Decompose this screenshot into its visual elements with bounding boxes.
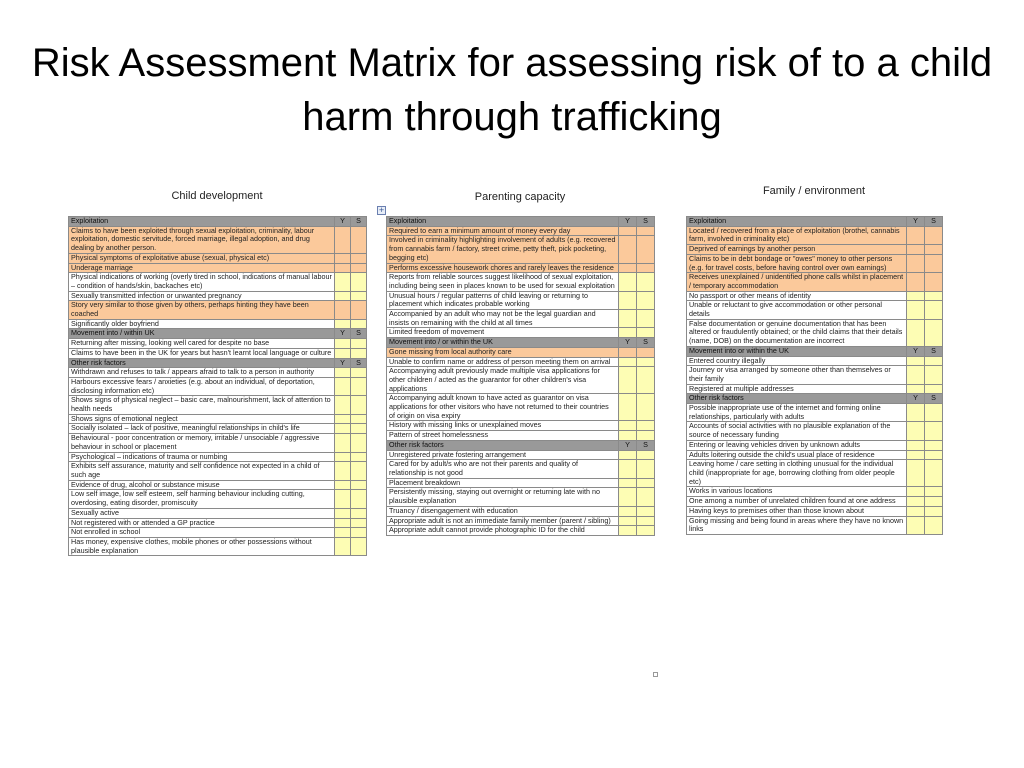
risk-factor-row: [687, 516, 943, 534]
s-cell[interactable]: [637, 347, 655, 357]
s-cell[interactable]: [925, 422, 943, 440]
risk-factor-label: Having keys to premises other than those known about: [687, 506, 907, 516]
risk-factor-row: [387, 450, 655, 460]
risk-factor-row: [69, 368, 367, 378]
section-header-row: [387, 440, 655, 450]
yes-cell[interactable]: [619, 450, 637, 460]
risk-factor-row: [387, 226, 655, 236]
s-column-header: S: [351, 329, 367, 339]
section-header-row: [69, 217, 367, 227]
yes-cell[interactable]: [907, 422, 925, 440]
panel-heading: Child development: [171, 190, 263, 202]
yes-cell[interactable]: [907, 245, 925, 255]
risk-factor-row: [687, 422, 943, 440]
risk-factor-row: [69, 434, 367, 452]
risk-factor-row: [69, 396, 367, 414]
risk-factor-label: Works in various locations: [687, 487, 907, 497]
s-cell[interactable]: [351, 424, 367, 434]
s-column-header: S: [351, 217, 367, 227]
s-cell[interactable]: [351, 377, 367, 395]
s-cell[interactable]: [351, 490, 367, 508]
yes-cell[interactable]: [335, 518, 351, 528]
risk-factor-row: [387, 263, 655, 273]
risk-factor-row: [387, 347, 655, 357]
yes-cell[interactable]: [619, 328, 637, 338]
s-cell[interactable]: [925, 245, 943, 255]
risk-factor-label: Unable to confirm name or address of person meeting them on arrival: [387, 357, 619, 367]
risk-factor-row: [387, 328, 655, 338]
s-cell[interactable]: [351, 301, 367, 319]
yes-cell[interactable]: [619, 421, 637, 431]
s-cell[interactable]: [925, 460, 943, 487]
move-handle-icon[interactable]: +: [378, 206, 385, 214]
yes-cell[interactable]: [619, 506, 637, 516]
yes-cell[interactable]: [335, 490, 351, 508]
risk-factor-label: Truancy / disengagement with education: [387, 506, 619, 516]
risk-factor-label: Not enrolled in school: [69, 528, 335, 538]
s-column-header: S: [351, 358, 367, 368]
risk-factor-label: Harbours excessive fears / anxieties (e.g. about an individual, of deportation, disclosing information etc): [69, 377, 335, 395]
s-cell[interactable]: [351, 291, 367, 301]
child-development-panel: [68, 188, 367, 556]
yes-cell[interactable]: [619, 488, 637, 506]
section-header-row: [687, 394, 943, 404]
section-label: Other risk factors: [387, 440, 619, 450]
yes-cell[interactable]: [907, 319, 925, 346]
s-cell[interactable]: [351, 462, 367, 480]
risk-factor-label: Unusual hours / regular patterns of child leaving or returning to placement which indicates probable working: [387, 291, 619, 309]
section-header-row: [387, 338, 655, 348]
risk-factor-row: [687, 497, 943, 507]
risk-factor-label: False documentation or genuine documentation that has been altered or fraudulently obtained; or the child claims that their details (name, DOB) on the documentation are incorrect: [687, 319, 907, 346]
risk-factor-row: [69, 301, 367, 319]
risk-factor-row: [69, 377, 367, 395]
risk-factor-label: History with missing links or unexplained moves: [387, 421, 619, 431]
risk-factor-label: Claims to have been exploited through sexual exploitation, criminality, labour exploitation, domestic servitude, forced marriage, illegal adoption, and drug dealing by another person.: [69, 226, 335, 253]
risk-factor-row: [69, 414, 367, 424]
risk-factor-row: [387, 506, 655, 516]
risk-factor-label: Deprived of earnings by another person: [687, 245, 907, 255]
risk-factor-row: [387, 310, 655, 328]
yes-cell[interactable]: [619, 226, 637, 236]
risk-factor-row: [687, 440, 943, 450]
yes-cell[interactable]: [335, 273, 351, 291]
s-column-header: S: [925, 217, 943, 227]
s-cell[interactable]: [637, 273, 655, 291]
yes-cell[interactable]: [907, 254, 925, 272]
s-cell[interactable]: [351, 518, 367, 528]
s-cell[interactable]: [637, 450, 655, 460]
s-cell[interactable]: [925, 366, 943, 384]
risk-factor-label: Placement breakdown: [387, 478, 619, 488]
yes-column-header: Y: [335, 217, 351, 227]
yes-cell[interactable]: [907, 450, 925, 460]
yes-cell[interactable]: [907, 384, 925, 394]
s-column-header: S: [925, 394, 943, 404]
risk-factor-label: Physical symptoms of exploitative abuse (sexual, physical etc): [69, 253, 335, 263]
s-cell[interactable]: [925, 404, 943, 422]
s-cell[interactable]: [925, 301, 943, 319]
risk-factor-label: Pattern of street homelessness: [387, 431, 619, 441]
s-cell[interactable]: [925, 506, 943, 516]
risk-factor-row: [69, 462, 367, 480]
risk-factor-row: [687, 487, 943, 497]
risk-factor-row: [387, 394, 655, 421]
yes-cell[interactable]: [907, 506, 925, 516]
yes-column-header: Y: [335, 358, 351, 368]
risk-factor-row: [687, 245, 943, 255]
s-cell[interactable]: [925, 487, 943, 497]
risk-matrix-table: [68, 216, 367, 556]
risk-factor-row: [69, 226, 367, 253]
s-cell[interactable]: [925, 273, 943, 291]
yes-cell[interactable]: [619, 367, 637, 394]
parenting-capacity-panel: [386, 189, 655, 536]
risk-factor-label: Cared for by adult/s who are not their parents and quality of relationship is not good: [387, 460, 619, 478]
yes-cell[interactable]: [335, 528, 351, 538]
yes-cell[interactable]: [619, 347, 637, 357]
risk-factor-label: Accompanying adult known to have acted as guarantor on visa applications for other visitors who have not returned to their countries of origin on visa expiry: [387, 394, 619, 421]
risk-factor-row: [387, 478, 655, 488]
risk-factor-row: [687, 319, 943, 346]
s-cell[interactable]: [637, 460, 655, 478]
risk-factor-row: [387, 526, 655, 536]
risk-factor-label: Journey or visa arranged by someone other than themselves or their family: [687, 366, 907, 384]
s-cell[interactable]: [637, 367, 655, 394]
s-cell[interactable]: [637, 226, 655, 236]
risk-factor-label: Persistently missing, staying out overnight or returning late with no plausible explanation: [387, 488, 619, 506]
risk-factor-row: [387, 516, 655, 526]
risk-factor-label: Unable or reluctant to give accommodation or other personal details: [687, 301, 907, 319]
risk-factor-label: Gone missing from local authority care: [387, 347, 619, 357]
s-cell[interactable]: [351, 480, 367, 490]
risk-factor-row: [387, 488, 655, 506]
risk-factor-row: [687, 460, 943, 487]
risk-factor-label: Socially isolated – lack of positive, meaningful relationships in child's life: [69, 424, 335, 434]
yes-cell[interactable]: [619, 291, 637, 309]
risk-factor-row: [387, 273, 655, 291]
s-cell[interactable]: [637, 526, 655, 536]
s-cell[interactable]: [925, 356, 943, 366]
s-cell[interactable]: [351, 537, 367, 555]
risk-factor-label: Appropriate adult cannot provide photographic ID for the child: [387, 526, 619, 536]
risk-factor-label: Has money, expensive clothes, mobile phones or other possessions without plausible explanation: [69, 537, 335, 555]
risk-factor-row: [69, 263, 367, 273]
yes-cell[interactable]: [907, 366, 925, 384]
risk-factor-row: [69, 537, 367, 555]
risk-factor-row: [687, 366, 943, 384]
yes-cell[interactable]: [335, 424, 351, 434]
risk-factor-label: Claims to have been in the UK for years but hasn't learnt local language or culture: [69, 348, 335, 358]
s-cell[interactable]: [351, 339, 367, 349]
s-cell[interactable]: [925, 440, 943, 450]
risk-factor-label: Entering or leaving vehicles driven by unknown adults: [687, 440, 907, 450]
yes-cell[interactable]: [619, 516, 637, 526]
yes-cell[interactable]: [335, 339, 351, 349]
s-column-header: S: [925, 346, 943, 356]
risk-factor-row: [69, 319, 367, 329]
section-label: Movement into or within the UK: [687, 346, 907, 356]
s-cell[interactable]: [637, 516, 655, 526]
s-cell[interactable]: [925, 291, 943, 301]
s-cell[interactable]: [637, 310, 655, 328]
risk-factor-label: Limited freedom of movement: [387, 328, 619, 338]
risk-factor-label: Accompanied by an adult who may not be the legal guardian and insists on remaining with the child at all times: [387, 310, 619, 328]
risk-matrix-table: [386, 216, 655, 536]
risk-factor-label: Leaving home / care setting in clothing unusual for the individual child (inappropriate for age, borrowing clothing from older people etc): [687, 460, 907, 487]
s-cell[interactable]: [351, 414, 367, 424]
yes-cell[interactable]: [335, 434, 351, 452]
yes-cell[interactable]: [619, 236, 637, 263]
s-cell[interactable]: [351, 253, 367, 263]
yes-cell[interactable]: [907, 404, 925, 422]
yes-cell[interactable]: [335, 508, 351, 518]
section-label: Movement into / or within the UK: [387, 338, 619, 348]
risk-factor-label: Shows signs of emotional neglect: [69, 414, 335, 424]
s-cell[interactable]: [637, 357, 655, 367]
slide-title: Risk Assessment Matrix for assessing risk of to a child harm through trafficking: [31, 41, 993, 139]
risk-factor-row: [387, 421, 655, 431]
s-cell[interactable]: [637, 291, 655, 309]
yes-cell[interactable]: [335, 452, 351, 462]
risk-factor-row: [69, 273, 367, 291]
yes-cell[interactable]: [907, 440, 925, 450]
risk-factor-label: Going missing and being found in areas where they have no known links: [687, 516, 907, 534]
risk-factor-row: [387, 291, 655, 309]
s-cell[interactable]: [637, 328, 655, 338]
risk-factor-row: [69, 339, 367, 349]
section-label: Exploitation: [387, 217, 619, 227]
yes-cell[interactable]: [619, 357, 637, 367]
risk-factor-row: [687, 404, 943, 422]
yes-cell[interactable]: [907, 516, 925, 534]
risk-factor-row: [387, 460, 655, 478]
yes-cell[interactable]: [619, 273, 637, 291]
yes-cell[interactable]: [619, 431, 637, 441]
section-header-row: [69, 329, 367, 339]
risk-factor-label: Underage marriage: [69, 263, 335, 273]
s-cell[interactable]: [351, 348, 367, 358]
yes-cell[interactable]: [335, 301, 351, 319]
risk-factor-label: Sexually transmitted infection or unwanted pregnancy: [69, 291, 335, 301]
risk-factor-label: Exhibits self assurance, maturity and self confidence not expected in a child of such age: [69, 462, 335, 480]
yes-cell[interactable]: [335, 226, 351, 253]
risk-factor-label: Returning after missing, looking well cared for despite no base: [69, 339, 335, 349]
yes-cell[interactable]: [907, 301, 925, 319]
risk-factor-row: [387, 367, 655, 394]
risk-factor-label: Low self image, low self esteem, self harming behaviour including cutting, overdosing, eating disorder, promiscuity: [69, 490, 335, 508]
yes-column-header: Y: [619, 217, 637, 227]
yes-cell[interactable]: [335, 368, 351, 378]
s-cell[interactable]: [637, 506, 655, 516]
s-cell[interactable]: [637, 478, 655, 488]
s-cell[interactable]: [925, 384, 943, 394]
s-cell[interactable]: [351, 452, 367, 462]
risk-factor-label: Physical indications of working (overly tired in school, indications of manual labour – condition of hands/skin, backaches etc): [69, 273, 335, 291]
yes-cell[interactable]: [619, 263, 637, 273]
section-label: Exploitation: [687, 217, 907, 227]
risk-factor-label: Accompanying adult previously made multiple visa applications for other children / acted as the guarantor for other children's visa applications: [387, 367, 619, 394]
risk-factor-label: Claims to be in debt bondage or "owes" money to other persons (e.g. for travel costs, before having control over own earnings): [687, 254, 907, 272]
s-cell[interactable]: [637, 263, 655, 273]
s-cell[interactable]: [351, 226, 367, 253]
yes-cell[interactable]: [335, 462, 351, 480]
section-header-row: [687, 217, 943, 227]
s-cell[interactable]: [925, 450, 943, 460]
section-label: Other risk factors: [687, 394, 907, 404]
risk-factor-label: Not registered with or attended a GP practice: [69, 518, 335, 528]
section-label: Other risk factors: [69, 358, 335, 368]
yes-column-header: Y: [619, 440, 637, 450]
yes-cell[interactable]: [335, 537, 351, 555]
s-cell[interactable]: [637, 431, 655, 441]
yes-cell[interactable]: [907, 273, 925, 291]
risk-matrix-table: [686, 216, 943, 535]
risk-factor-row: [687, 450, 943, 460]
s-cell[interactable]: [925, 516, 943, 534]
yes-cell[interactable]: [335, 480, 351, 490]
risk-factor-row: [69, 291, 367, 301]
risk-factor-label: Entered country illegally: [687, 356, 907, 366]
risk-factor-label: Appropriate adult is not an immediate family member (parent / sibling): [387, 516, 619, 526]
risk-factor-row: [69, 348, 367, 358]
yes-cell[interactable]: [335, 377, 351, 395]
yes-cell[interactable]: [619, 460, 637, 478]
risk-factor-label: Located / recovered from a place of exploitation (brothel, cannabis farm, involved in criminality etc): [687, 226, 907, 244]
risk-factor-row: [687, 506, 943, 516]
risk-factor-label: One among a number of unrelated children found at one address: [687, 497, 907, 507]
yes-cell[interactable]: [907, 497, 925, 507]
yes-cell[interactable]: [907, 226, 925, 244]
risk-factor-row: [387, 357, 655, 367]
yes-cell[interactable]: [335, 253, 351, 263]
risk-factor-row: [69, 253, 367, 263]
yes-cell[interactable]: [619, 310, 637, 328]
panel-heading: Family / environment: [762, 185, 866, 197]
section-header-row: [387, 217, 655, 227]
s-cell[interactable]: [351, 508, 367, 518]
section-label: Exploitation: [69, 217, 335, 227]
s-cell[interactable]: [637, 421, 655, 431]
yes-cell[interactable]: [907, 291, 925, 301]
panel-heading: Parenting capacity: [474, 191, 566, 203]
risk-factor-label: Registered at multiple addresses: [687, 384, 907, 394]
yes-cell[interactable]: [335, 291, 351, 301]
risk-factor-row: [69, 490, 367, 508]
risk-factor-row: [687, 384, 943, 394]
yes-cell[interactable]: [335, 263, 351, 273]
s-cell[interactable]: [925, 319, 943, 346]
risk-factor-row: [687, 273, 943, 291]
s-cell[interactable]: [351, 368, 367, 378]
yes-cell[interactable]: [907, 356, 925, 366]
yes-column-header: Y: [907, 217, 925, 227]
risk-factor-label: Reports from reliable sources suggest likelihood of sexual exploitation, including being seen in places known to be used for sexual exploitation: [387, 273, 619, 291]
section-header-row: [69, 358, 367, 368]
yes-cell[interactable]: [907, 487, 925, 497]
risk-factor-row: [69, 452, 367, 462]
resize-handle-icon[interactable]: [653, 672, 658, 677]
s-column-header: S: [637, 440, 655, 450]
yes-column-header: Y: [907, 394, 925, 404]
risk-factor-label: Sexually active: [69, 508, 335, 518]
s-cell[interactable]: [637, 488, 655, 506]
s-cell[interactable]: [925, 497, 943, 507]
risk-factor-label: Receives unexplained / unidentified phone calls whilst in placement / temporary accommodation: [687, 273, 907, 291]
yes-cell[interactable]: [907, 460, 925, 487]
yes-cell[interactable]: [619, 478, 637, 488]
risk-factor-row: [687, 254, 943, 272]
yes-cell[interactable]: [335, 348, 351, 358]
risk-factor-row: [687, 291, 943, 301]
risk-factor-row: [687, 356, 943, 366]
yes-cell[interactable]: [335, 319, 351, 329]
s-cell[interactable]: [925, 254, 943, 272]
s-cell[interactable]: [637, 394, 655, 421]
risk-factor-label: Withdrawn and refuses to talk / appears afraid to talk to a person in authority: [69, 368, 335, 378]
family-environment-panel: [686, 183, 943, 535]
risk-factor-row: [69, 528, 367, 538]
section-header-row: [687, 346, 943, 356]
risk-factor-label: Shows signs of physical neglect – basic care, malnourishment, lack of attention to health needs: [69, 396, 335, 414]
yes-column-header: Y: [335, 329, 351, 339]
s-cell[interactable]: [351, 319, 367, 329]
risk-factor-label: Story very similar to those given by others, perhaps hinting they have been coached: [69, 301, 335, 319]
risk-factor-label: Involved in criminality highlighting involvement of adults (e.g. recovered from cannabis farm / factory, street crime, petty theft, pick pocketing, begging etc): [387, 236, 619, 263]
s-cell[interactable]: [351, 434, 367, 452]
risk-factor-row: [687, 226, 943, 244]
s-cell[interactable]: [351, 263, 367, 273]
yes-column-header: Y: [907, 346, 925, 356]
risk-factor-label: Performs excessive housework chores and rarely leaves the residence: [387, 263, 619, 273]
s-column-header: S: [637, 217, 655, 227]
risk-factor-label: Unregistered private fostering arrangement: [387, 450, 619, 460]
s-cell[interactable]: [351, 528, 367, 538]
risk-factor-label: Possible inappropriate use of the internet and forming online relationships, particularly with adults: [687, 404, 907, 422]
yes-cell[interactable]: [619, 526, 637, 536]
s-cell[interactable]: [351, 396, 367, 414]
risk-factor-row: [69, 518, 367, 528]
s-cell[interactable]: [925, 226, 943, 244]
s-cell[interactable]: [351, 273, 367, 291]
yes-cell[interactable]: [335, 414, 351, 424]
risk-factor-row: [69, 424, 367, 434]
risk-factor-label: No passport or other means of identity: [687, 291, 907, 301]
risk-factor-row: [387, 431, 655, 441]
yes-cell[interactable]: [619, 394, 637, 421]
s-column-header: S: [637, 338, 655, 348]
risk-factor-label: Evidence of drug, alcohol or substance misuse: [69, 480, 335, 490]
risk-factor-row: [69, 480, 367, 490]
yes-column-header: Y: [619, 338, 637, 348]
risk-factor-label: Psychological – indications of trauma or numbing: [69, 452, 335, 462]
risk-factor-row: [687, 301, 943, 319]
risk-factor-row: [69, 508, 367, 518]
risk-factor-label: Behavioural - poor concentration or memory, irritable / unsociable / aggressive behaviour in school or placement: [69, 434, 335, 452]
risk-factor-row: [387, 236, 655, 263]
yes-cell[interactable]: [335, 396, 351, 414]
risk-factor-label: Required to earn a minimum amount of money every day: [387, 226, 619, 236]
risk-factor-label: Accounts of social activities with no plausible explanation of the source of necessary funding: [687, 422, 907, 440]
risk-factor-label: Significantly older boyfriend: [69, 319, 335, 329]
risk-factor-label: Adults loitering outside the child's usual place of residence: [687, 450, 907, 460]
s-cell[interactable]: [637, 236, 655, 263]
section-label: Movement into / within UK: [69, 329, 335, 339]
